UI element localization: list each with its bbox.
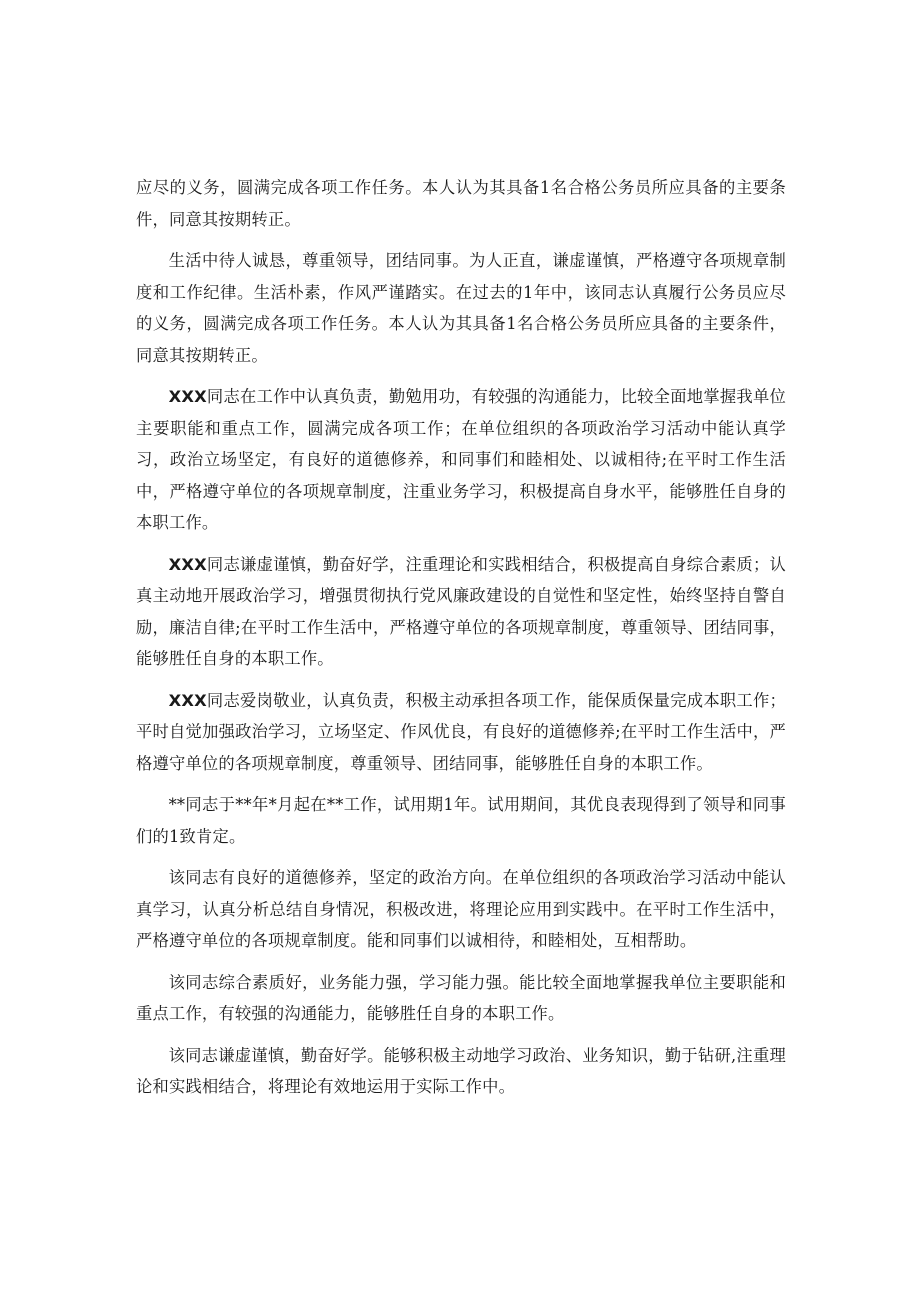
- paragraph-text: 生活中待人诚恳，尊重领导，团结同事。为人正直，谦虚谨慎，严格遵守各项规章制度和工作纪律。生活朴素，作风严谨踏实。在过去的1年中，该同志认真履行公务员应尽的义务，圆满完成各项工作任务。本人认为其具备1名合格公务员所应具备的主要条件，同意其按期转正。: [136, 251, 786, 365]
- paragraph-text: 应尽的义务，圆满完成各项工作任务。本人认为其具备1名合格公务员所应具备的主要条件，同意其按期转正。: [136, 178, 786, 229]
- paragraph-9: [136, 1040, 786, 1103]
- paragraph-4: [136, 549, 786, 675]
- paragraph-3: [136, 381, 786, 539]
- paragraph-lead: XXX: [168, 554, 207, 574]
- paragraph-5: [136, 685, 786, 780]
- paragraph-text: 该同志综合素质好，业务能力强，学习能力强。能比较全面地掌握我单位主要职能和重点工作，有较强的沟通能力，能够胜任自身的本职工作。: [136, 972, 786, 1023]
- paragraph-text: 该同志谦虚谨慎，勤奋好学。能够积极主动地学习政治、业务知识，勤于钻研,注重理论和实践相结合，将理论有效地运用于实际工作中。: [136, 1045, 786, 1096]
- paragraph-text: 同志在工作中认真负责，勤勉用功，有较强的沟通能力，比较全面地掌握我单位主要职能和重点工作，圆满完成各项工作；在单位组织的各项政治学习活动中能认真学习，政治立场坚定，有良好的道德修养，和同事们和睦相处、以诚相待;在平时工作生活中，严格遵守单位的各项规章制度，注重业务学习，积极提高自身水平，能够胜任自身的本职工作。: [136, 387, 786, 532]
- paragraph-text: 同志谦虚谨慎，勤奋好学，注重理论和实践相结合，积极提高自身综合素质；认真主动地开展政治学习，增强贯彻执行党风廉政建设的自觉性和坚定性，始终坚持自警自励，廉洁自律;在平时工作生活中，严格遵守单位的各项规章制度，尊重领导、团结同事，能够胜任自身的本职工作。: [136, 554, 786, 668]
- paragraph-7: [136, 862, 786, 957]
- paragraph-2: [136, 245, 786, 371]
- paragraph-text: 同志爱岗敬业，认真负责，积极主动承担各项工作，能保质保量完成本职工作；平时自觉加强政治学习，立场坚定、作风优良，有良好的道德修养;在平时工作生活中，严格遵守单位的各项规章制度，尊重领导、团结同事，能够胜任自身的本职工作。: [136, 690, 786, 773]
- paragraph-text: 该同志有良好的道德修养，坚定的政治方向。在单位组织的各项政治学习活动中能认真学习，认真分析总结自身情况，积极改进，将理论应用到实践中。在平时工作生活中，严格遵守单位的各项规章制度。能和同事们以诚相待，和睦相处，互相帮助。: [136, 868, 786, 950]
- paragraph-6: [136, 789, 786, 852]
- paragraph-lead: XXX: [168, 387, 207, 406]
- paragraph-lead: XXX: [168, 690, 207, 710]
- paragraph-8: [136, 967, 786, 1030]
- paragraph-1: [136, 172, 786, 235]
- paragraph-text: **同志于**年*月起在**工作，试用期1年。试用期间，其优良表现得到了领导和同事们的1致肯定。: [136, 795, 786, 846]
